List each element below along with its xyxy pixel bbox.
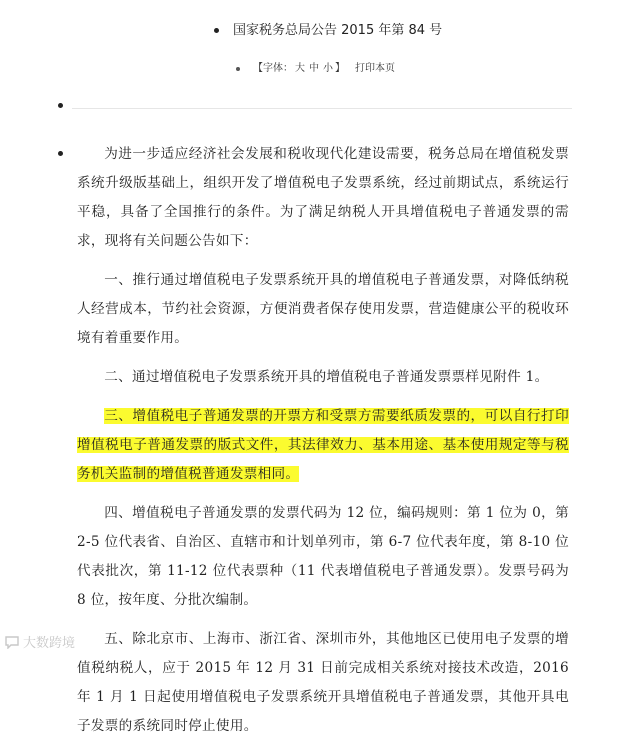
page-title: 国家税务总局公告 2015 年第 84 号: [233, 23, 443, 38]
clause-paragraph-5: 五、除北京市、上海市、浙江省、深圳市外，其他地区已使用电子发票的增值税纳税人，应于 2015 年 12 月 31 日前完成相关系统对接技术改造，2016 年 1 月 1 日起使用增值税电子发票系统开具增值税电子普通发票，其他开具电子发票的系统同时停止使用。: [77, 631, 569, 734]
chat-bubble-icon: [4, 635, 20, 653]
divider: [72, 108, 572, 109]
highlighted-text: 三、增值税电子普通发票的开票方和受票方需要纸质发票的，可以自行打印增值税电子普通发票的版式文件，其法律效力、基本用途、基本使用规定等与税务机关监制的增值税普通发票相同。: [77, 408, 569, 482]
font-size-small-link[interactable]: 小: [323, 63, 333, 74]
bullet-icon: [214, 28, 219, 33]
watermark: [4, 632, 75, 653]
bullet-icon: [58, 151, 63, 156]
font-size-label: 【字体：: [253, 63, 293, 74]
font-size-controls: [253, 60, 395, 78]
bullet-icon: [236, 67, 240, 71]
intro-paragraph: 为进一步适应经济社会发展和税收现代化建设需要，税务总局在增值税发票系统升级版基础上，组织开发了增值税电子发票系统，经过前期试点，系统运行平稳，具备了全国推行的条件。为了满足纳税人开具增值税电子普通发票的需求，现将有关问题公告如下：: [77, 146, 569, 249]
clause-paragraph-4: 四、增值税电子普通发票的发票代码为 12 位，编码规则：第 1 位为 0，第 2-5 位代表省、自治区、直辖市和计划单列市，第 6-7 位代表年度，第 8-10 位代表批次，第 11-12 位代表票种（11 代表增值税电子普通发票）。发票号码为 8 位，按年度、分批次编制。: [77, 505, 569, 608]
bullet-icon: [58, 103, 63, 108]
clause-paragraph-3: [77, 402, 569, 489]
announcement-body: [77, 140, 569, 751]
watermark-text: 大数跨境: [23, 636, 76, 651]
title-row: [0, 20, 640, 42]
clause-paragraph-2: 二、通过增值税电子发票系统开具的增值税电子普通发票票样见附件 1。: [104, 369, 549, 385]
font-size-large-link[interactable]: 大: [295, 63, 305, 74]
font-size-close: 】: [335, 63, 345, 74]
font-size-medium-link[interactable]: 中: [309, 63, 319, 74]
print-page-link[interactable]: 打印本页: [355, 63, 395, 74]
clause-paragraph-1: 一、推行通过增值税电子发票系统开具的增值税电子普通发票，对降低纳税人经营成本，节约社会资源，方便消费者保存使用发票，营造健康公平的税收环境有着重要作用。: [77, 272, 569, 346]
font-size-bar: [0, 60, 640, 78]
